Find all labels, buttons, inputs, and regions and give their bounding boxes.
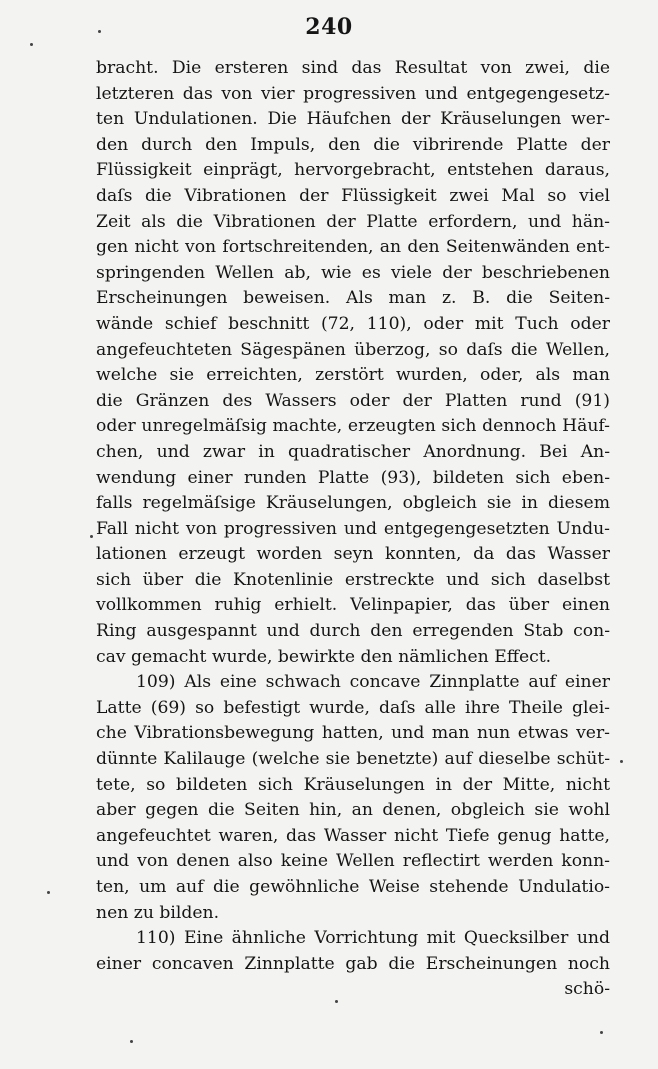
paragraph-end-line: nen zu bilden. — [96, 902, 220, 923]
text-line: Ring ausgespannt und durch den erregenden Stab con- — [96, 621, 610, 642]
text-line: vollkommen ruhig erhielt. Velinpapier, das über einen — [96, 595, 610, 616]
scan-speck — [600, 1031, 603, 1034]
text-line: einer concaven Zinnplatte gab die Erscheinungen noch — [96, 953, 610, 974]
text-line: Latte (69) so befestigt wurde, daſs alle ihre Theile glei- — [96, 697, 610, 718]
scan-speck — [30, 43, 33, 46]
scan-speck — [90, 535, 93, 538]
text-line: wendung einer runden Platte (93), bildeten sich eben- — [96, 467, 610, 488]
text-line: und von denen also keine Wellen reflectirt werden konn- — [96, 851, 610, 872]
text-line: angefeuchtet waren, das Wasser nicht Tiefe genug hatte, — [96, 825, 610, 846]
page-number: 240 — [305, 14, 353, 40]
scan-speck — [98, 30, 101, 33]
scan-speck — [335, 1000, 338, 1003]
text-line: wände schief beschnitt (72, 110), oder mit Tuch oder — [96, 313, 610, 334]
scan-speck — [47, 891, 50, 894]
text-line: aber gegen die Seiten hin, an denen, obgleich sie wohl — [96, 800, 610, 821]
text-line: dünnte Kalilauge (welche sie benetzte) auf dieselbe schüt- — [96, 749, 610, 770]
text-line: angefeuchteten Sägespänen überzog, so daſs die Wellen, — [96, 339, 610, 360]
text-line: Flüssigkeit einprägt, hervorgebracht, entstehen daraus, — [96, 160, 610, 181]
text-line: Zeit als die Vibrationen der Platte erfordern, und hän- — [96, 211, 610, 232]
section-109-start: 109) Als eine schwach concave Zinnplatte auf einer — [136, 672, 610, 693]
text-line: Fall nicht von progressiven und entgegengesetzten Undu- — [96, 518, 610, 539]
text-line: bracht. Die ersteren sind das Resultat von zwei, die — [96, 58, 610, 78]
text-line: Erscheinungen beweisen. Als man z. B. die Seiten- — [96, 288, 610, 309]
text-line: die Gränzen des Wassers oder der Platten rund (91) — [96, 390, 610, 411]
text-line: gen nicht von fortschreitenden, an den Seitenwänden ent- — [96, 237, 610, 258]
scan-speck — [620, 760, 623, 763]
text-line: tete, so bildeten sich Kräuselungen in der Mitte, nicht — [96, 774, 610, 795]
text-line: ten, um auf die gewöhnliche Weise stehende Undulatio- — [96, 877, 610, 897]
text-line: che Vibrationsbewegung hatten, und man nun etwas ver- — [96, 723, 610, 744]
body-text — [96, 56, 610, 1003]
text-line: letzteren das von vier progressiven und entgegengesetz- — [96, 83, 610, 104]
text-line: springenden Wellen ab, wie es viele der beschriebenen — [96, 262, 610, 283]
text-line: welche sie erreichten, zerstört wurden, oder, als man — [96, 365, 610, 386]
paragraph-end-line: cav gemacht wurde, bewirkte den nämlichen Effect. — [96, 646, 552, 667]
text-line: daſs die Vibrationen der Flüssigkeit zwei Mal so viel — [96, 185, 610, 206]
text-line: lationen erzeugt worden seyn konnten, da das Wasser — [96, 544, 610, 565]
text-line: ten Undulationen. Die Häufchen der Kräuselungen wer- — [96, 109, 610, 130]
section-110-start: 110) Eine ähnliche Vorrichtung mit Quecksilber und — [136, 928, 610, 949]
catchword: schö- — [564, 979, 610, 1000]
text-line: den durch den Impuls, den die vibrirende Platte der — [96, 134, 610, 155]
text-line: falls regelmäſsige Kräuselungen, obgleich sie in diesem — [96, 493, 610, 514]
text-line: oder unregelmäſsig machte, erzeugten sich dennoch Häuf- — [96, 416, 610, 437]
text-line: sich über die Knotenlinie erstreckte und sich daselbst — [96, 569, 610, 590]
scan-speck — [130, 1040, 133, 1043]
text-line: chen, und zwar in quadratischer Anordnung. Bei An- — [96, 441, 610, 462]
